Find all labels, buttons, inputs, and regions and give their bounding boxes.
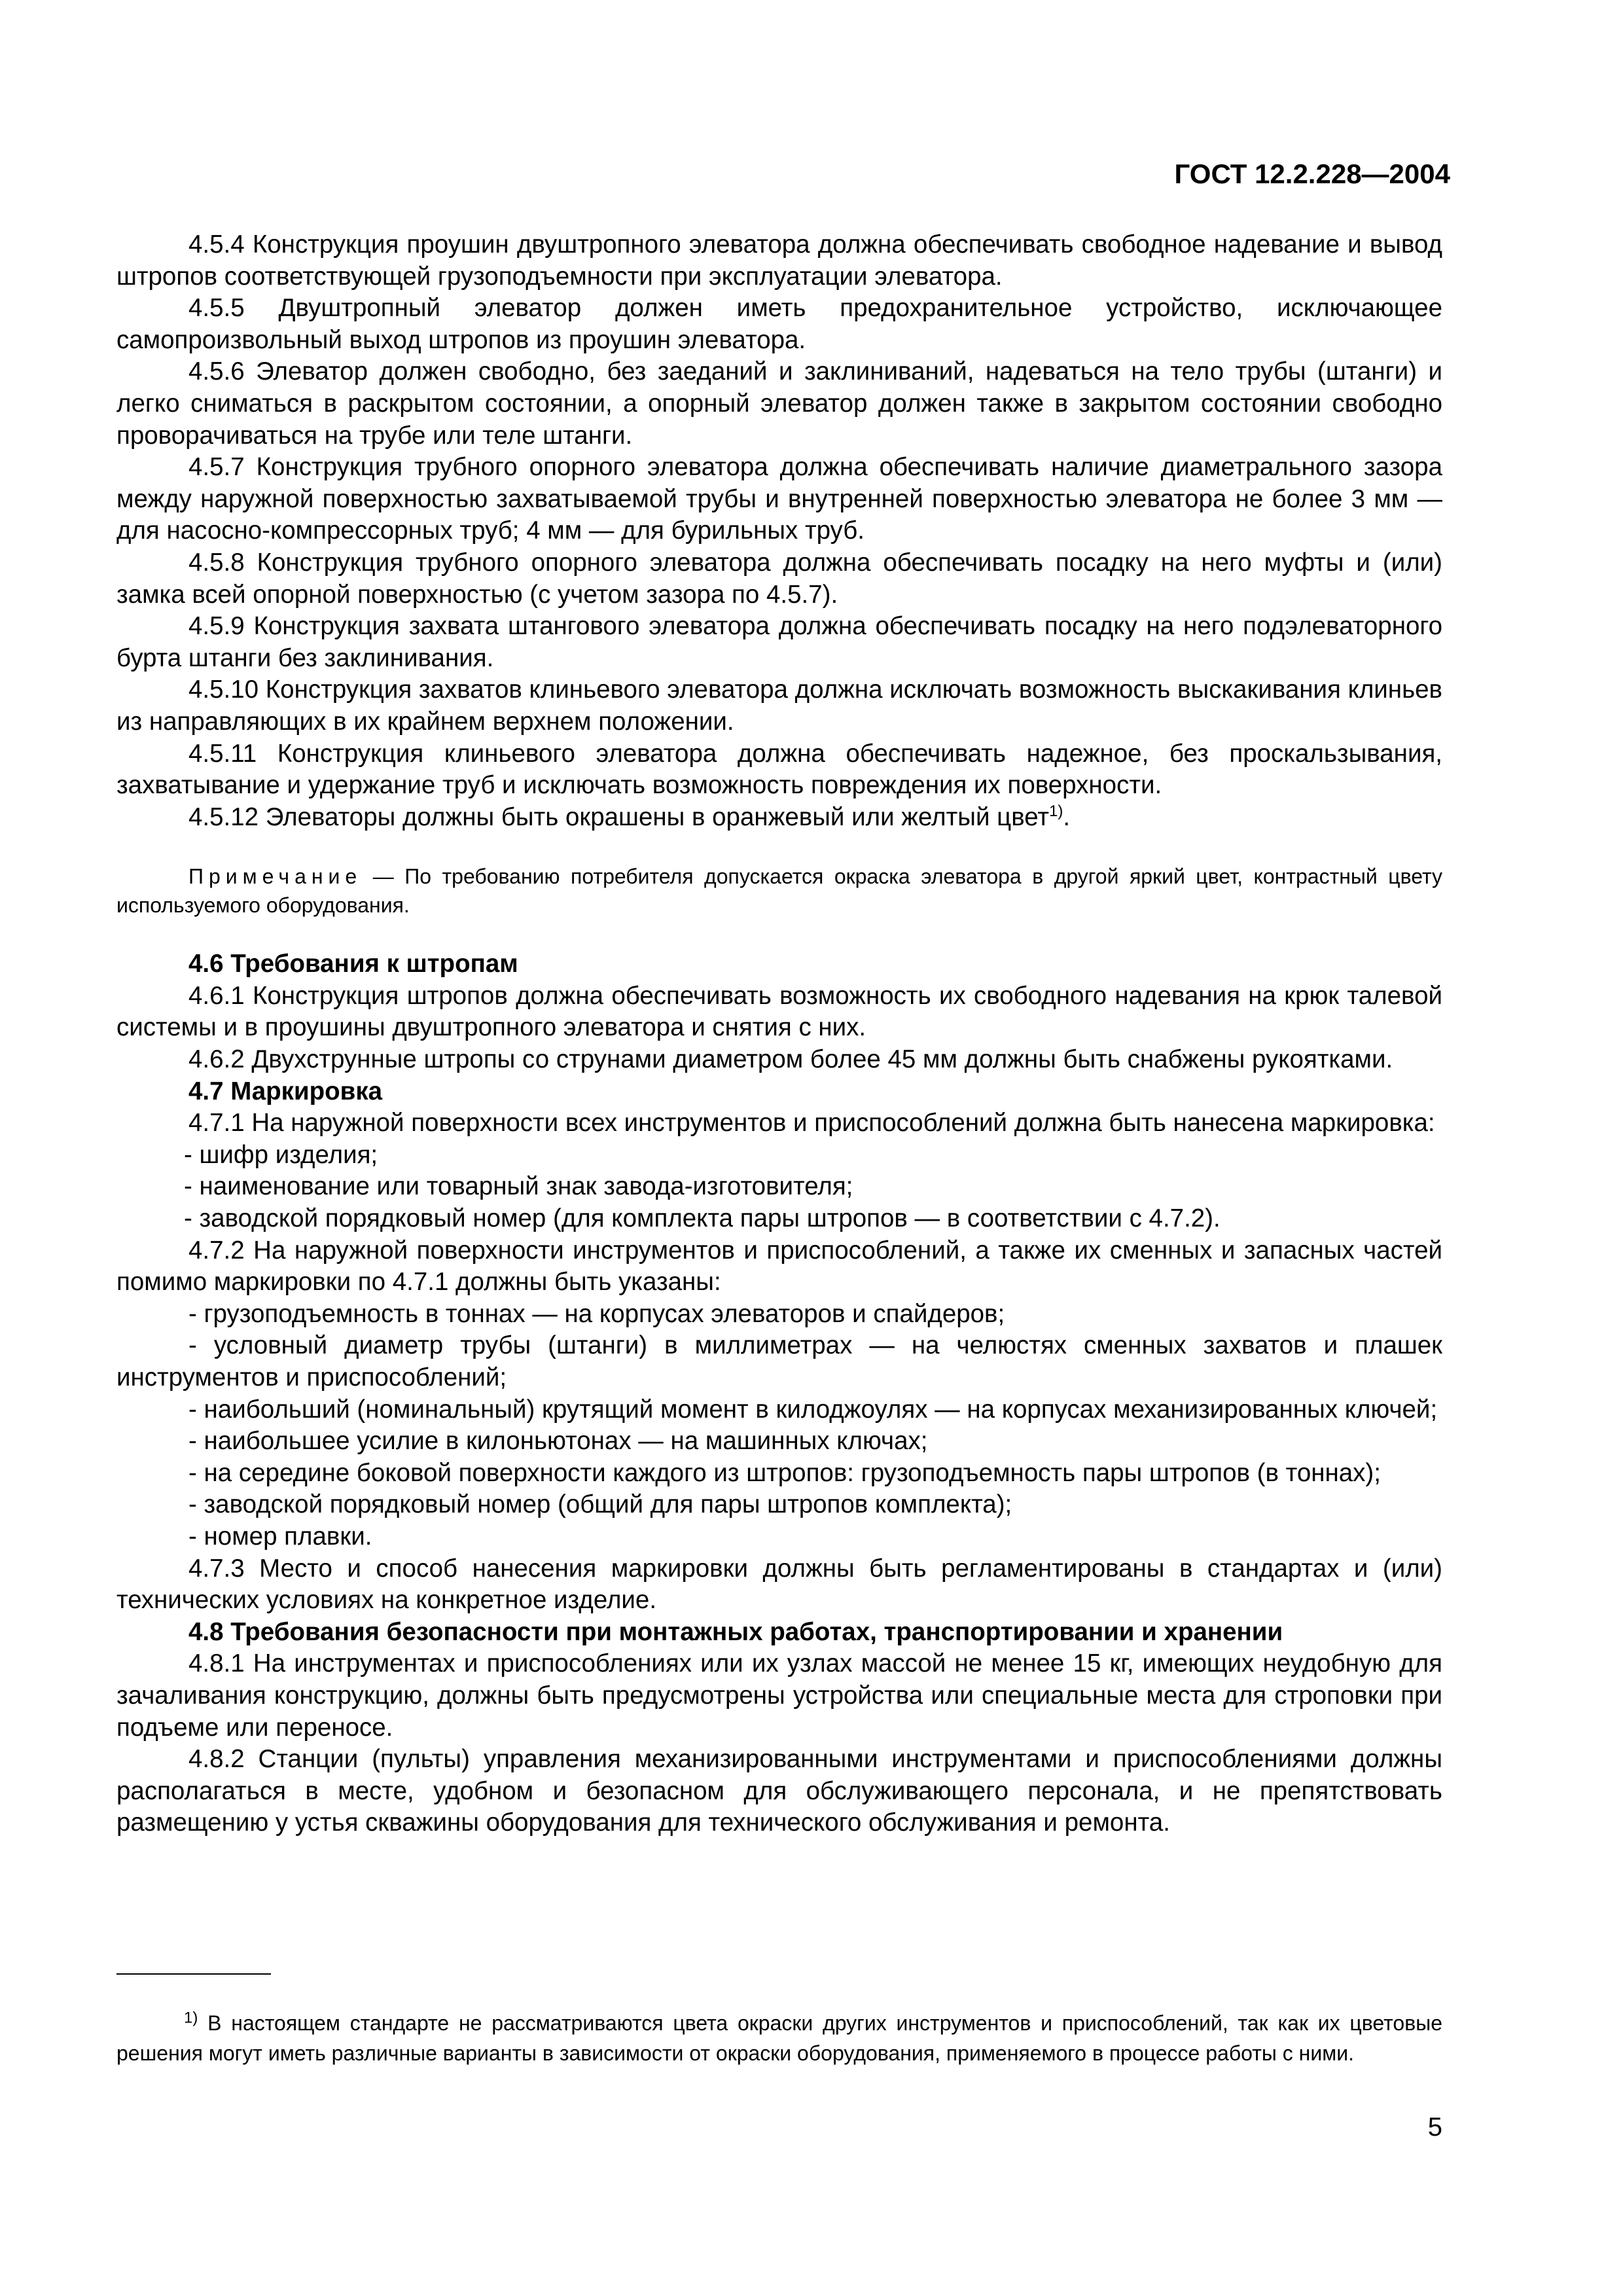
- note-text: — По требованию потребителя допускается окраска элеватора в другой яркий цвет, контрастный цвету используемого оборудования.: [116, 865, 1442, 918]
- list-item: - грузоподъемность в тоннах — на корпусах элеваторов и спайдеров;: [188, 1299, 1005, 1328]
- list-item: - шифр изделия;: [184, 1140, 378, 1169]
- footnote-separator: [116, 1973, 271, 1975]
- clause-4-6-2: 4.6.2 Двухструнные штропы со струнами диаметром более 45 мм должны быть снабжены рукоятками.: [188, 1045, 1393, 1074]
- list-item: - наибольшее усилие в килоньютонах — на машинных ключах;: [188, 1427, 928, 1456]
- clause-4-5-5: 4.5.5 Двуштропный элеватор должен иметь предохранительное устройство, исключающее самопроизвольный выход штропов из проушин элеватора.: [116, 294, 1442, 354]
- clause-4-5-11: 4.5.11 Конструкция клиньевого элеватора должна обеспечивать надежное, без проскальзывания, захватывание и удержание труб и исключать возможность повреждения их поверхности.: [116, 739, 1442, 800]
- clause-4-6-1: 4.6.1 Конструкция штропов должна обеспечивать возможность их свободного надевания на крюк талевой системы и в проушины двуштропного элеватора и снятия с них.: [116, 981, 1442, 1042]
- section-heading-4-8: 4.8 Требования безопасности при монтажных работах, транспортировании и хранении: [188, 1617, 1283, 1646]
- list-item: - на середине боковой поверхности каждого из штропов: грузоподъемность пары штропов (в тоннах);: [188, 1458, 1381, 1487]
- clause-4-7-3: 4.7.3 Место и способ нанесения маркировки должны быть регламентированы в стандартах и (или) технических условиях на конкретное изделие.: [116, 1554, 1442, 1615]
- list-item: - заводской порядковый номер (для комплекта пары штропов — в соответствии с 4.7.2).: [184, 1204, 1221, 1233]
- clause-4-5-12: 4.5.12 Элеваторы должны быть окрашены в оранжевый или желтый цвет$^{1)}$.: [188, 802, 1071, 831]
- footnote-text: В настоящем стандарте не рассматриваются цвета окраски других инструментов и приспособлений, так как их цветовые решения могут иметь различные варианты в зависимости от окраски оборудования, применяемого в процессе работы с ними.: [116, 2011, 1442, 2065]
- clause-4-5-4: 4.5.4 Конструкция проушин двуштропного элеватора должна обеспечивать свободное надевание и вывод штропов соответствующей грузоподъемности при эксплуатации элеватора.: [116, 230, 1442, 291]
- clause-4-5-7: 4.5.7 Конструкция трубного опорного элеватора должна обеспечивать наличие диаметрального зазора между наружной поверхностью захватываемой трубы и внутренней поверхностью элеватора не более 3 мм — для насосно-компрессорных труб; 4 мм — для бурильных труб.: [116, 453, 1442, 545]
- page-number: 5: [1427, 2113, 1442, 2142]
- section-heading-4-6: 4.6 Требования к штропам: [188, 950, 518, 978]
- document-code: ГОСТ 12.2.228—2004: [1174, 158, 1450, 189]
- footnote-reference: 1): [1049, 802, 1063, 820]
- body-text: [116, 229, 1442, 1839]
- clause-4-7-2: 4.7.2 На наружной поверхности инструментов и приспособлений, а также их сменных и запасных частей помимо маркировки по 4.7.1 должны быть указаны:: [116, 1236, 1442, 1297]
- clause-4-5-8: 4.5.8 Конструкция трубного опорного элеватора должна обеспечивать посадку на него муфты и (или) замка всей опорной поверхностью (с учетом зазора по 4.5.7).: [116, 548, 1442, 609]
- clause-4-5-10: 4.5.10 Конструкция захватов клиньевого элеватора должна исключать возможность выскакивания клиньев из направляющих в их крайнем верхнем положении.: [116, 675, 1442, 736]
- clause-4-8-2: 4.8.2 Станции (пульты) управления механизированными инструментами и приспособлениями должны располагаться в месте, удобном и безопасном для обслуживающего персонала, и не препятствовать размещению у устья скважины оборудования для технического обслуживания и ремонта.: [116, 1745, 1442, 1837]
- footnote: [116, 2008, 1442, 2068]
- footnote-marker: 1): [184, 2009, 198, 2027]
- clause-4-7-1: 4.7.1 На наружной поверхности всех инструментов и приспособлений должна быть нанесена маркировка:: [188, 1109, 1435, 1138]
- clause-4-8-1: 4.8.1 На инструментах и приспособлениях или их узлах массой не менее 15 кг, имеющих неудобную для зачаливания конструкцию, должны быть предусмотрены устройства или специальные места для строповки при подъеме или переносе.: [116, 1649, 1442, 1742]
- section-heading-4-7: 4.7 Маркировка: [188, 1077, 383, 1105]
- list-item: - наименование или товарный знак завода-изготовителя;: [184, 1172, 853, 1201]
- clause-4-5-9: 4.5.9 Конструкция захвата штангового элеватора должна обеспечивать посадку на него подэлеваторного бурта штанги без заклинивания.: [116, 612, 1442, 672]
- note: [116, 862, 1442, 920]
- clause-4-5-6: 4.5.6 Элеватор должен свободно, без заеданий и заклиниваний, надеваться на тело трубы (штанги) и легко сниматься в раскрытом состоянии, а опорный элеватор должен также в закрытом состоянии свободно проворачиваться на трубе или теле штанги.: [116, 357, 1442, 450]
- note-label: Примечание: [188, 865, 363, 889]
- list-item: - условный диаметр трубы (штанги) в миллиметрах — на челюстях сменных захватов и плашек инструментов и приспособлений;: [116, 1331, 1442, 1391]
- list-item: - наибольший (номинальный) крутящий момент в килоджоулях — на корпусах механизированных ключей;: [188, 1395, 1438, 1424]
- list-item: - номер плавки.: [188, 1522, 372, 1551]
- clause-4-5-12-text: 4.5.12 Элеваторы должны быть окрашены в оранжевый или желтый цвет: [188, 802, 1049, 831]
- list-item: - заводской порядковый номер (общий для пары штропов комплекта);: [188, 1490, 1012, 1519]
